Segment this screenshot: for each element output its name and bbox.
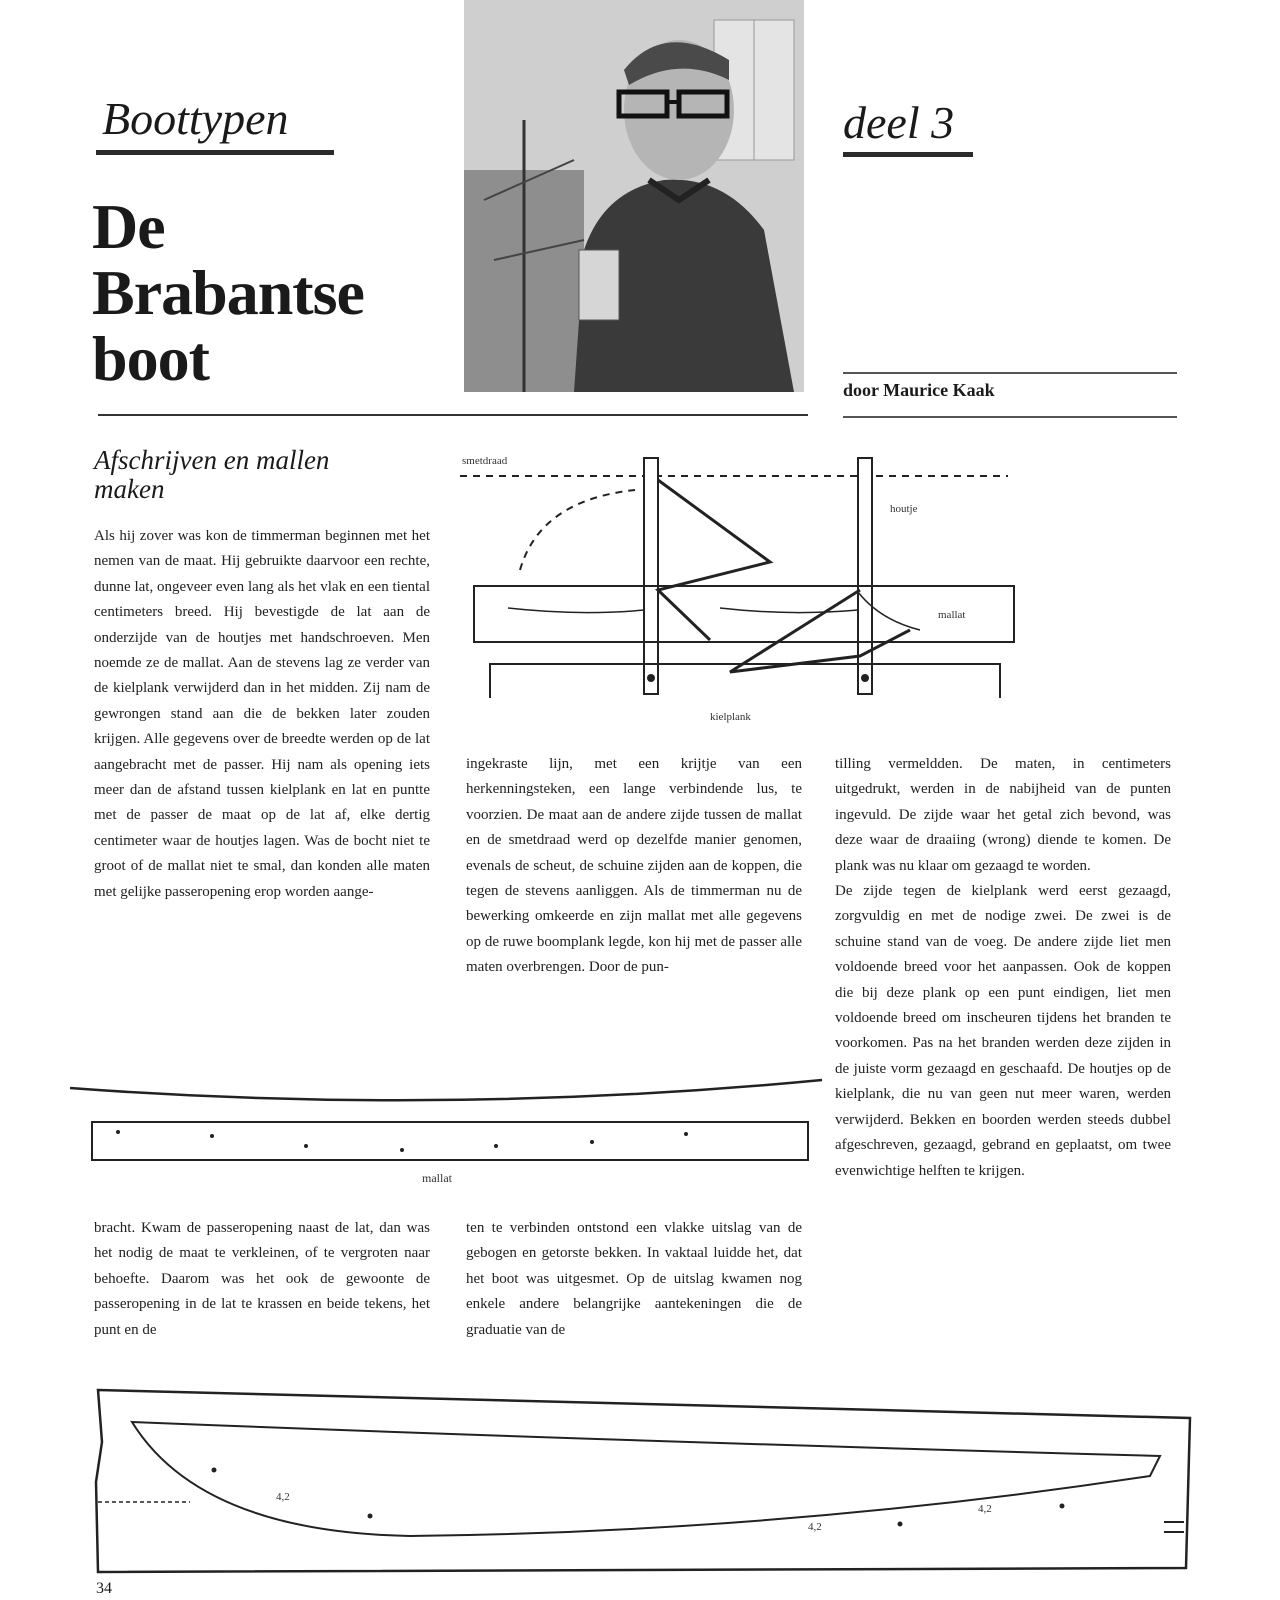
column-lower-left <box>94 1216 430 1376</box>
arc-line <box>520 490 635 570</box>
series-underline <box>96 150 334 155</box>
paragraph: ten te verbinden ontstond een vlakke uitslag van de gebogen en getorste bekken. In vaktaal luidde het, dat het boot was uitgesmet. Op de uitslag kwamen nog enkele andere belangrijke aantekeningen die de graduatie van de <box>466 1220 802 1338</box>
part-underline <box>843 152 973 157</box>
paragraph: Als hij zover was kon de timmerman beginnen met het nemen van de maat. Hij gebruikte daarvoor een rechte, dunne lat, ongeveer even lang als het vlak en een tiental centimeters breed. Hij bevestigde de lat aan de onderzijde van de houtjes met handschroeven. Men noemde ze de mallat. Aan de stevens lag ze verder van de kielplank verwijderd dan in het midden. Zij nam de gewrongen stand aan die de bekken later zouden krijgen. Alle gegevens over de breedte werden op de lat aangebracht met de passer. Hij nam als opening iets meer dan de afstand tussen kielplank en lat en puntte met de passer de maat op de lat af, elke dertig centimeter waar de houtjes lagen. Was de bocht niet te groot of de mallat niet te smal, dan konden alle maten met gelijke passeropening erop worden aange- <box>94 528 430 900</box>
author-rule-top <box>843 372 1177 374</box>
title-line-3: boot <box>92 323 209 394</box>
label-mallat: mallat <box>938 609 966 621</box>
header-rule <box>98 414 808 416</box>
paragraph: tilling vermeldden. De maten, in centimeters uitgedrukt, werden in de nabijheid van de punten ingevuld. De zijde waar het getal zich bevond, was deze waar de draaiing (wrong) diende te komen. De plank was nu klaar om gezaagd te worden. <box>835 756 1171 874</box>
mark-1: 4,2 <box>276 1491 290 1503</box>
author-rule-bottom <box>843 416 1177 418</box>
label-kielplank: kielplank <box>710 711 751 723</box>
mallat-strip-figure <box>66 1076 826 1186</box>
column-lower-middle <box>466 1216 802 1376</box>
mark-3: 4,2 <box>978 1503 992 1515</box>
caption-mallat: mallat <box>422 1171 452 1185</box>
photo-illustration <box>464 0 804 392</box>
plank-outline <box>96 1390 1190 1572</box>
paragraph: De zijde tegen de kielplank werd eerst gezaagd, zorgvuldig en met de nodige zwei. De zwei is de schuine stand van de voeg. De andere zijde liet men voldoende breed voor het aanpassen. Ook de koppen die bij deze plank op een punt eindigen, liet men voldoende breed om inscheuren tijdens het branden te voorkomen. Pas na het branden werden deze zijden in de juiste vorm gezaagd en geschaafd. De houtjes op de kielplank, die nu van geen nut meer waren, werden verwijderd. Bekken en boorden werden steeds dubbel afgeschreven, gezaagd, gebrand en geplaatst, om twee evenwichtige helften te krijgen. <box>835 883 1171 1179</box>
curved-line <box>70 1080 822 1100</box>
column-upper-middle <box>466 752 802 1064</box>
label-smetdraad: smetdraad <box>462 455 508 467</box>
page-number: 34 <box>96 1580 112 1597</box>
author-photo <box>464 0 804 392</box>
plank-figure <box>80 1382 1200 1576</box>
column-upper-left <box>94 524 430 1064</box>
mallat-strip <box>92 1122 808 1160</box>
author-byline: door Maurice Kaak <box>843 380 995 400</box>
title-line-1: De <box>92 191 165 262</box>
mallat-diagram <box>460 450 1020 730</box>
article-title <box>92 191 364 394</box>
mark-2: 4,2 <box>808 1521 822 1533</box>
series-title: Boottypen <box>102 93 289 144</box>
post-right <box>858 458 872 694</box>
mallat-board <box>474 586 1014 642</box>
section-subheading: Afschrijven en mallen maken <box>94 445 330 504</box>
post-left <box>644 458 658 694</box>
paragraph: ingekraste lijn, met een krijtje van een herkenningsteken, een lange verbindende lus, te voorzien. De maat aan de andere zijde tussen de mallat en de smetdraad werd op dezelfde manier genomen, evenals de scheut, de schuine zijden aan de koppen, die tegen de stevens aanliggen. Als de timmerman nu de bewerking omkeerde en zijn mallat met alle gegevens op de ruwe boomplank legde, kon hij met de passer alle maten overbrengen. Door de pun- <box>466 756 802 976</box>
label-houtje: houtje <box>890 503 918 515</box>
column-right <box>835 752 1171 1372</box>
part-label: deel 3 <box>843 97 955 148</box>
title-line-2: Brabantse <box>92 257 364 328</box>
paragraph: bracht. Kwam de passeropening naast de lat, dan was het nodig de maat te verkleinen, of te vergroten naar behoefte. Daarom was het ook de gewoonte de passeropening in de lat te krassen en beide tekens, het punt en de <box>94 1220 430 1338</box>
